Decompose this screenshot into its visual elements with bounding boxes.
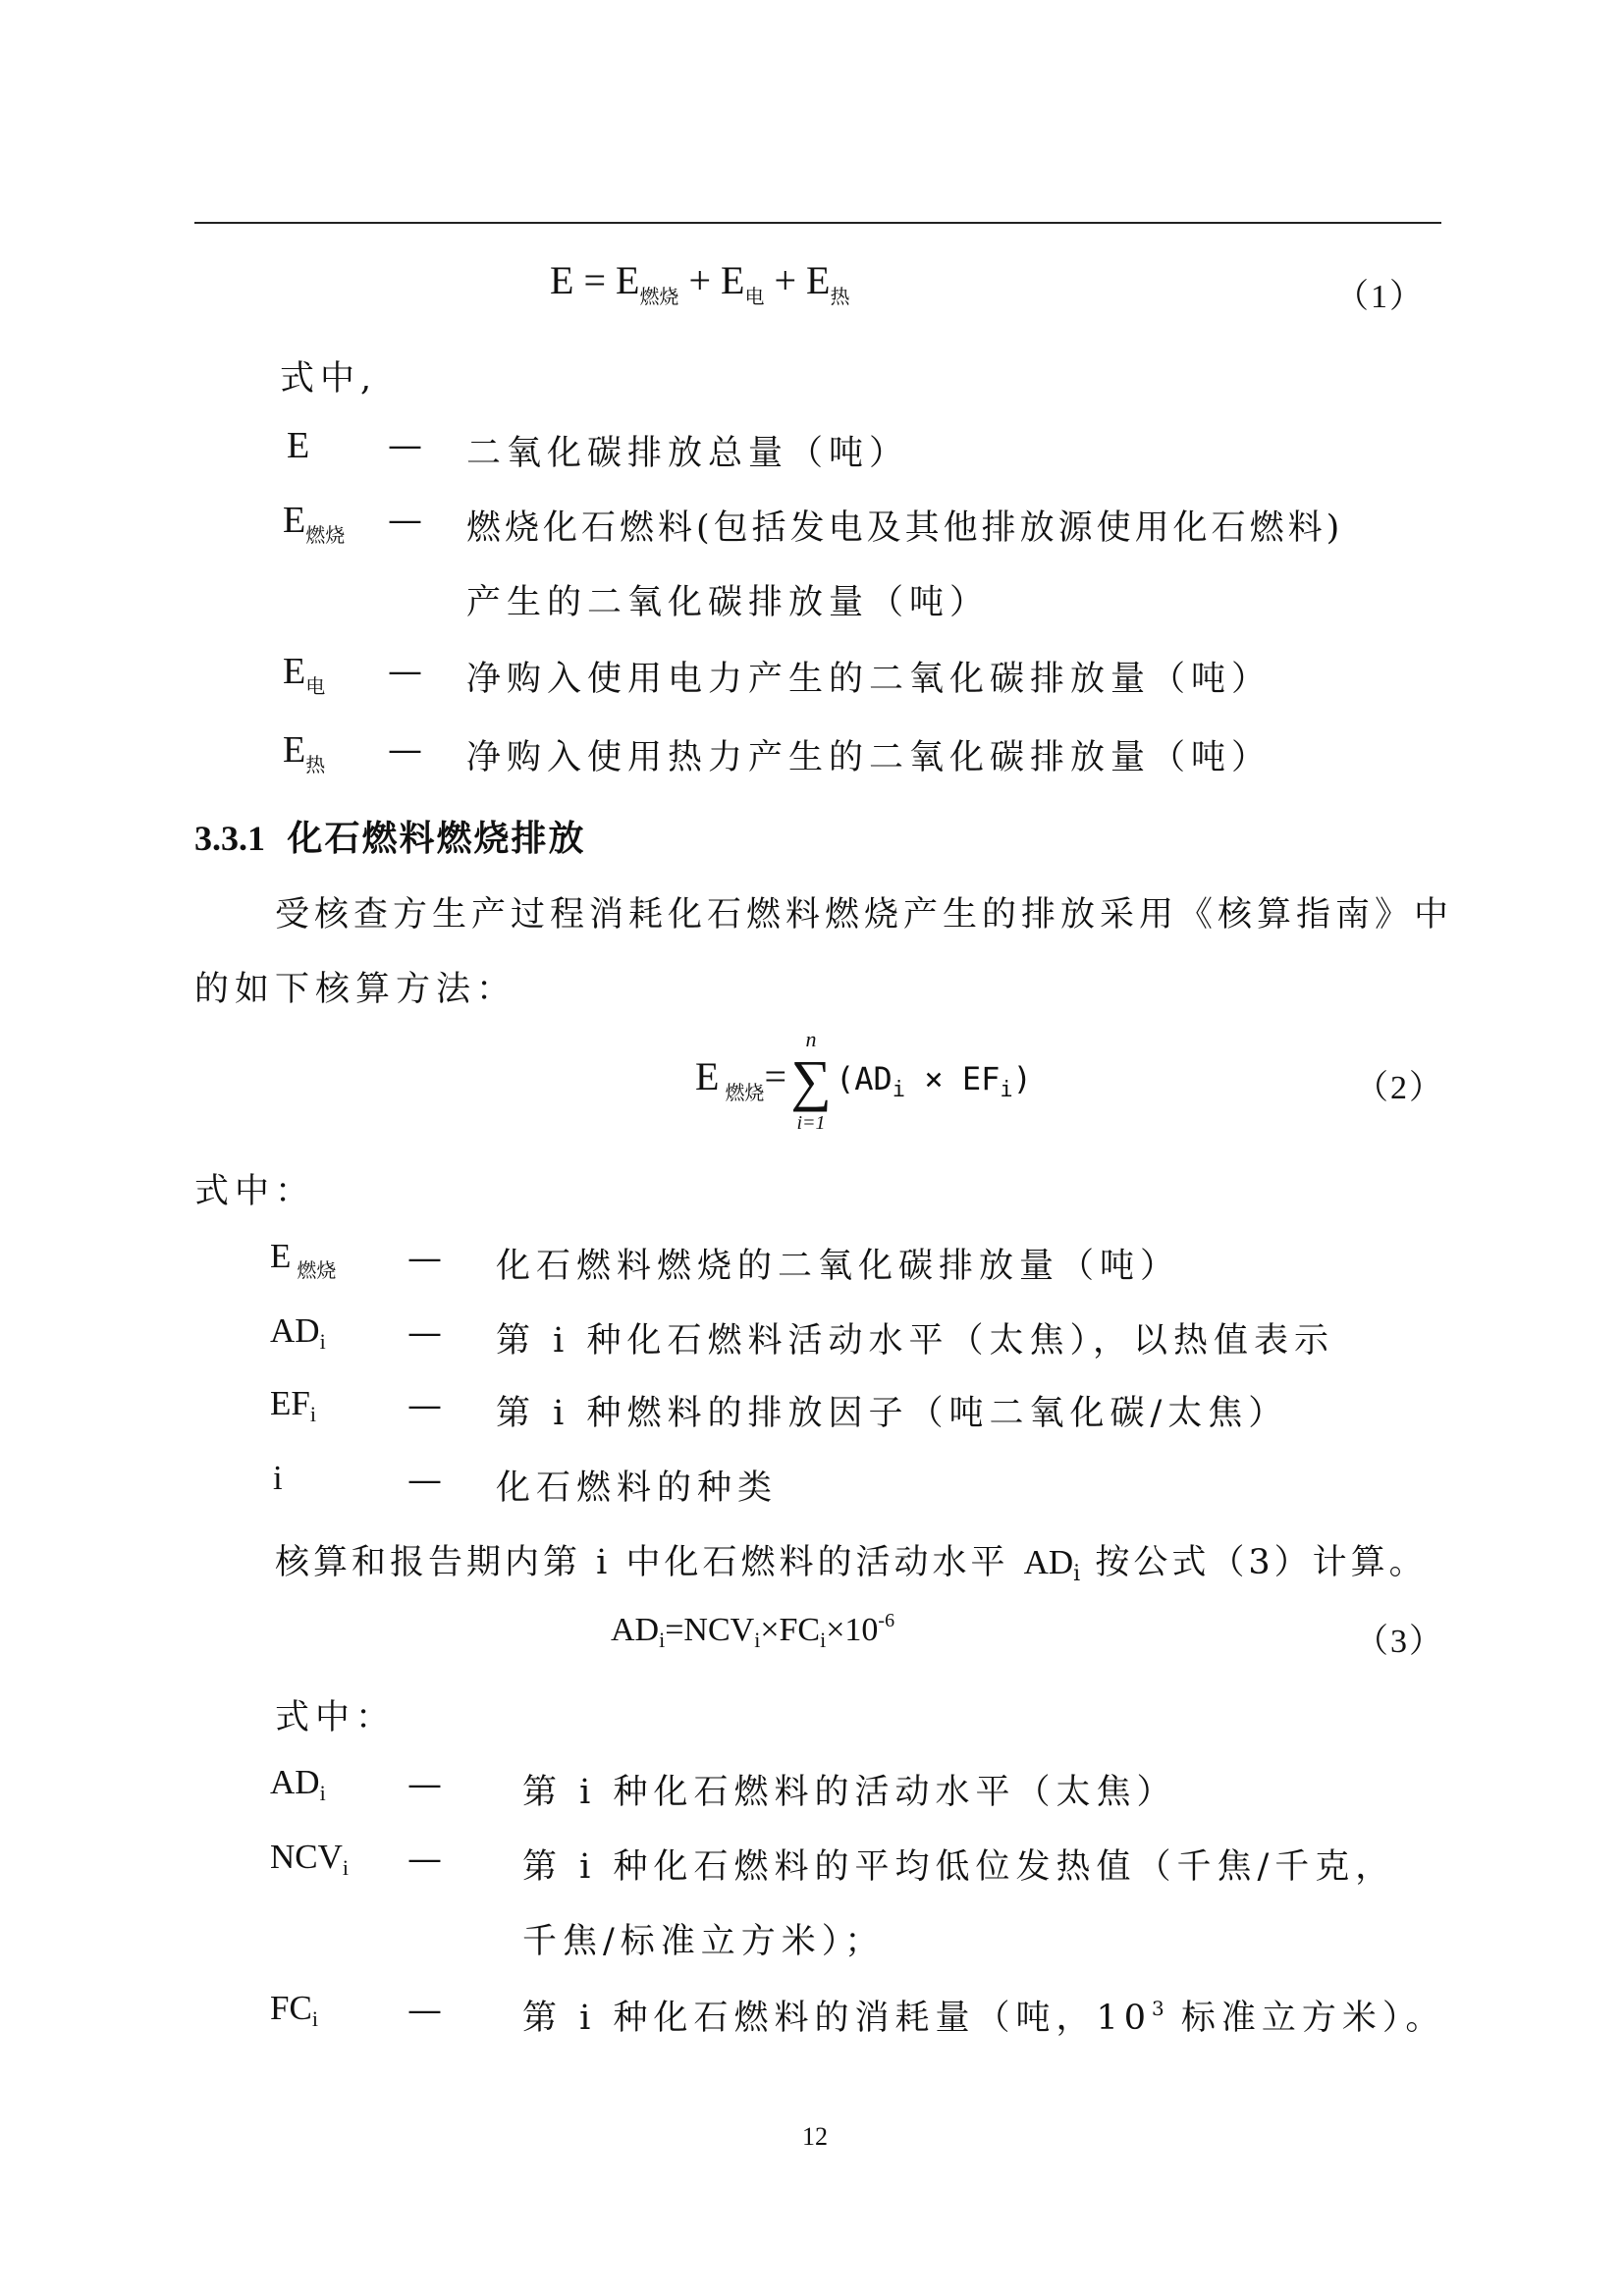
def2-dash-2: — <box>407 1386 442 1425</box>
def2-dash-3: — <box>407 1461 442 1500</box>
def3-text-0: 第 i 种化石燃料的活动水平（太焦） <box>522 1773 1177 1812</box>
def2-dash-1: — <box>407 1313 442 1353</box>
where-label-3: 式中： <box>275 1698 397 1737</box>
equation-number-1: （1） <box>1335 279 1425 315</box>
page-number: 12 <box>802 2122 828 2151</box>
def1-dash-0: — <box>388 426 422 465</box>
def1-symbol-E-electricity: $E_电$ <box>283 651 326 698</box>
def2-symbol-E-combustion: E $_{燃烧}$ <box>270 1237 337 1282</box>
def3-text-1: 第 i 种化石燃料的平均低位发热值（千焦/千克， <box>522 1847 1396 1887</box>
where-label-1: 式中, <box>280 359 378 399</box>
def2-text-1: 第 i 种化石燃料活动水平（太焦），以热值表示 <box>496 1321 1334 1361</box>
def2-text-3: 化石燃料的种类 <box>496 1468 779 1508</box>
def1-symbol-E-heat: $E_热$ <box>283 729 326 776</box>
formula-2: E $_{燃烧}$= n ∑ i=1 $(AD_i \times EF_i)$ <box>695 1027 1032 1134</box>
def1-dash-1: — <box>388 501 422 540</box>
def3-dash-1: — <box>407 1840 442 1879</box>
formula-1: $E = E_{燃烧} + E_电 + E_热$ <box>550 258 850 308</box>
def1-dash-3: — <box>388 730 422 770</box>
def1-dash-2: — <box>388 652 422 691</box>
def1-text-0: 二氧化碳排放总量（吨） <box>466 434 910 473</box>
def3-symbol-ADi: $AD_i$ <box>270 1763 326 1805</box>
equation-number-2: （2） <box>1355 1070 1444 1106</box>
formula-3: $AD_i=NCV_i\times FC_i\times 10^{-6}$ <box>611 1610 895 1652</box>
def3-text-2: 第 i 种化石燃料的消耗量（吨，$10^3$ 标准立方米）。 <box>522 1997 1446 2038</box>
summation-symbol: n ∑ i=1 <box>790 1027 832 1134</box>
def2-symbol-EFi: $EF_i$ <box>270 1384 316 1426</box>
def2-symbol-ADi: $AD_i$ <box>270 1311 326 1354</box>
def2-dash-0: — <box>407 1239 442 1278</box>
def1-text-1-cont: 产生的二氧化碳排放量（吨） <box>466 583 991 622</box>
def1-text-3: 净购入使用热力产生的二氧化碳排放量（吨） <box>466 738 1272 777</box>
paragraph-1-line-2: 的如下核算方法： <box>194 970 517 1009</box>
equation-number-3: （3） <box>1355 1624 1444 1660</box>
def2-text-0: 化石燃料燃烧的二氧化碳排放量（吨） <box>496 1247 1181 1286</box>
def3-symbol-NCVi: $NCV_i$ <box>270 1838 350 1880</box>
def3-dash-0: — <box>407 1765 442 1804</box>
def3-dash-2: — <box>407 1991 442 2030</box>
def1-text-2: 净购入使用电力产生的二氧化碳排放量（吨） <box>466 660 1272 699</box>
section-number: 3.3.1 <box>194 819 265 858</box>
def1-symbol-E-combustion: $E_{燃烧}$ <box>283 500 346 547</box>
paragraph-1-line-1: 受核查方生产过程消耗化石燃料燃烧产生的排放采用《核算指南》中 <box>275 895 1454 934</box>
def2-text-2: 第 i 种燃料的排放因子（吨二氧化碳/太焦） <box>496 1394 1289 1433</box>
header-rule <box>194 222 1441 224</box>
where-label-2: 式中： <box>194 1172 316 1211</box>
paragraph-2: 核算和报告期内第 i 中化石燃料的活动水平 $AD_i$ 按公式（3）计算。 <box>275 1543 1428 1586</box>
section-heading <box>194 811 586 861</box>
def1-symbol-E: E <box>287 425 310 466</box>
def2-symbol-i: i <box>273 1459 283 1497</box>
def3-symbol-FCi: $FC_i$ <box>270 1989 318 2031</box>
section-title: 化石燃料燃烧排放 <box>287 818 586 859</box>
def3-text-1-cont: 千焦/标准立方米）； <box>522 1922 886 1961</box>
def1-text-1: 燃烧化石燃料(包括发电及其他排放源使用化石燃料) <box>466 508 1344 548</box>
